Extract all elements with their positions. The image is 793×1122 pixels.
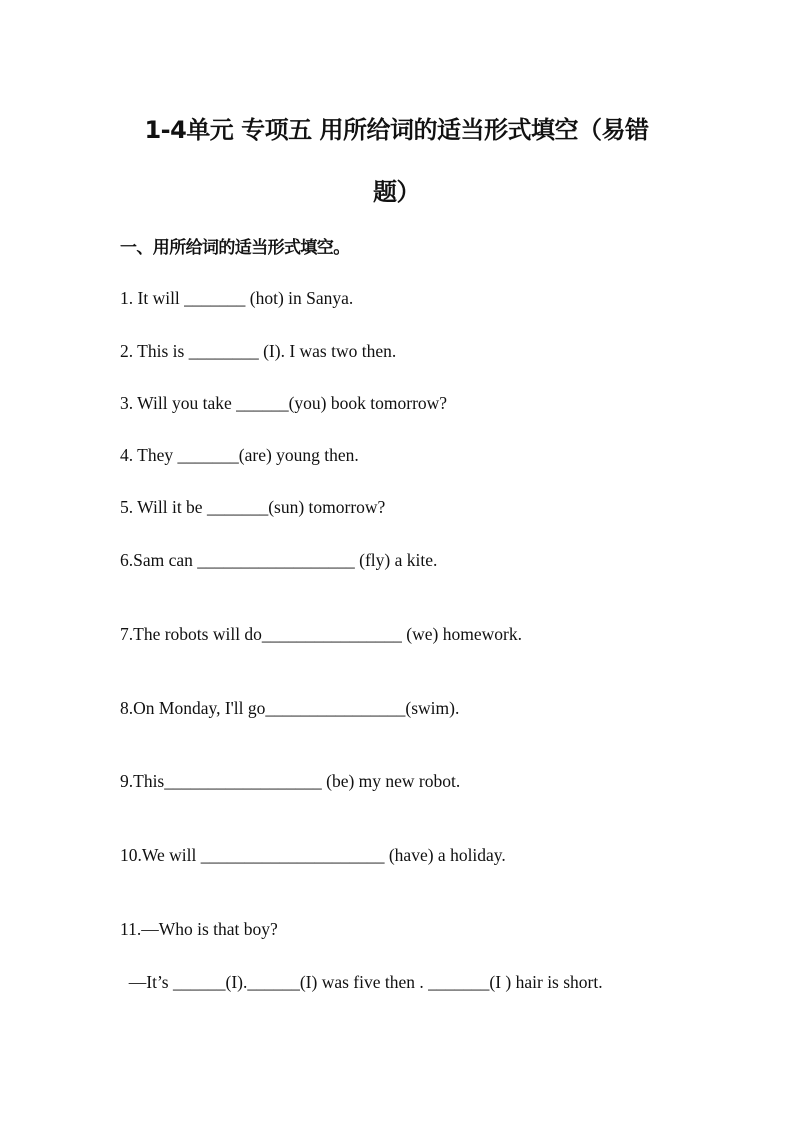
question-4: 4. They _______(are) young then. xyxy=(120,445,359,465)
question-9: 9.This__________________ (be) my new robot. xyxy=(120,771,461,791)
page-title-line-1: 1-4单元 专项五 用所给词的适当形式填空（易错 xyxy=(144,116,649,144)
question-2: 2. This is ________ (I). I was two then. xyxy=(120,341,397,361)
page-title-line-2: 题） xyxy=(373,178,420,206)
question-6: 6.Sam can __________________ (fly) a kite. xyxy=(120,550,438,570)
question-3: 3. Will you take ______(you) book tomorrow? xyxy=(120,393,448,413)
section-heading: 一、用所给词的适当形式填空。 xyxy=(120,238,350,258)
question-11-answer-line: —It’s ______(I).______(I) was five then . _______(I ) hair is short. xyxy=(120,972,603,992)
question-10: 10.We will _____________________ (have) a holiday. xyxy=(120,845,506,865)
question-11: 11.—Who is that boy? xyxy=(120,919,278,939)
question-7: 7.The robots will do________________ (we) homework. xyxy=(120,624,522,644)
question-1: 1. It will _______ (hot) in Sanya. xyxy=(120,288,354,308)
question-8: 8.On Monday, I'll go________________(swim). xyxy=(120,698,460,718)
question-5: 5. Will it be _______(sun) tomorrow? xyxy=(120,497,386,517)
